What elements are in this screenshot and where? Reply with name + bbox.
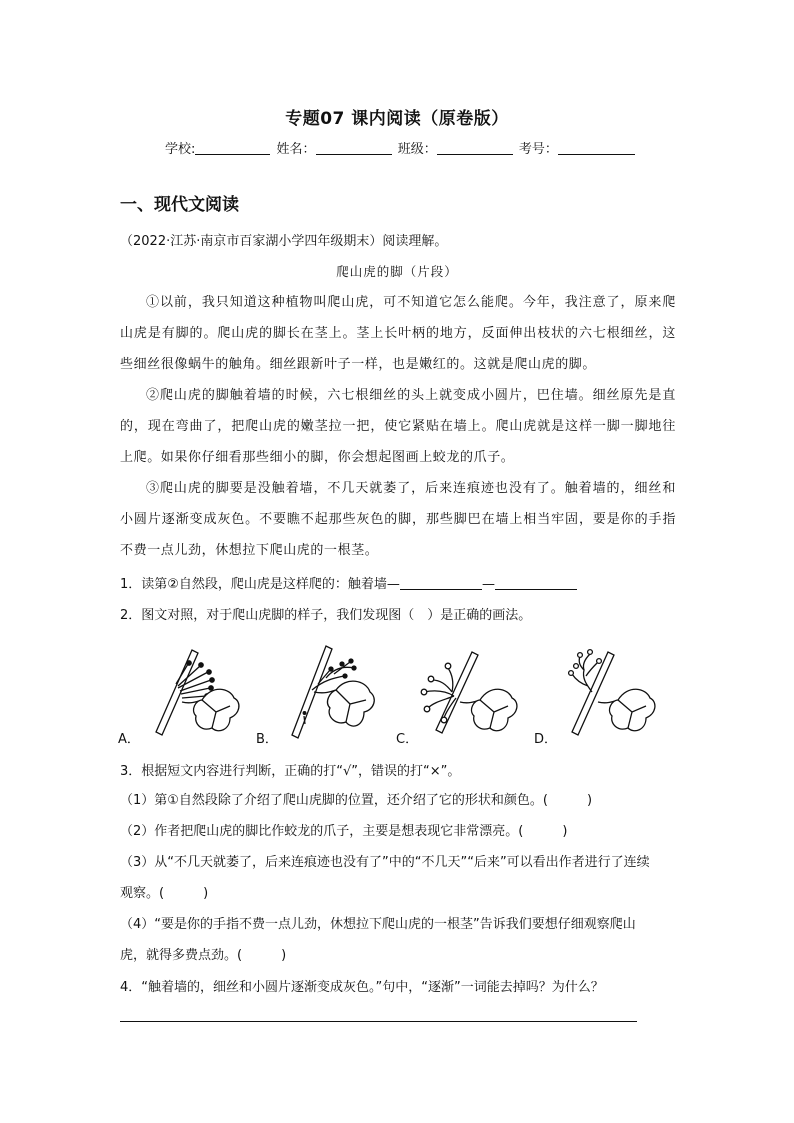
q3-item-2: （2）作者把爬山虎的脚比作蛟龙的爪子，主要是想表现它非常漂亮。( ) [120,824,568,839]
passage-paragraph-3 [120,473,676,566]
q4-answer-line[interactable] [120,1021,637,1022]
question-source: （2022·江苏·南京市百家湖小学四年级期末）阅读理解。 [120,234,448,249]
passage-paragraph-1 [120,287,676,380]
question-3: 3．根据短文内容进行判断，正确的打“√”，错误的打“×”。 [120,764,461,779]
page-title: 专题07 课内阅读（原卷版） [285,109,509,129]
figure-option-d[interactable] [532,640,652,750]
passage-title: 爬山虎的脚（片段） [336,264,458,279]
question-1 [120,573,577,592]
question-2: 2．图文对照，对于爬山虎脚的样子，我们发现图（ ）是正确的画法。 [120,608,532,623]
number-label: 考号： [518,142,558,157]
name-label: 姓名： [276,142,316,157]
figure-option-c[interactable] [394,640,514,750]
q1-separator: — [481,577,495,592]
q1-blank-2[interactable] [495,577,577,590]
paragraph-text: ②爬山虎的脚触着墙的时候，六七根细丝的头上就变成小圆片，巴住墙。细丝原先是直的，现在弯曲了，把爬山虎的嫩茎拉一把，使它紧贴在墙上。爬山虎就是这样一脚一脚地往上爬。如果你仔细看那些细小的脚，你会想起图画上蛟龙的爪子。 [120,388,676,465]
q1-blank-1[interactable] [400,577,482,590]
option-label-b: B． [256,732,278,747]
figure-option-b[interactable] [254,640,374,750]
figure-option-a[interactable] [116,640,236,750]
option-label-a: A． [118,732,140,747]
q3-item-4: （4）“要是你的手指不费一点儿劲，休想拉下爬山虎的一根茎”告诉我们要想仔细观察爬山虎，就得多费点劲。( ) [120,917,636,963]
figure-options [116,640,676,750]
q3-item-1: （1）第①自然段除了介绍了爬山虎脚的位置，还介绍了它的形状和颜色。( ) [120,793,593,808]
school-blank[interactable] [195,142,270,155]
section-heading: 一、现代文阅读 [120,195,239,215]
class-label: 班级： [397,142,437,157]
vine-drawing-c [404,640,524,740]
number-blank[interactable] [558,142,635,155]
q3-item-3: （3）从“不几天就萎了，后来连痕迹也没有了”中的“不几天”“后来”可以看出作者进行了连续观察。( ) [120,855,650,901]
passage-paragraph-2 [120,380,676,473]
school-label: 学校: [165,142,196,157]
question-1-text: 1．读第②自然段，爬山虎是这样爬的：触着墙— [120,577,400,592]
name-blank[interactable] [316,142,392,155]
option-label-c: C． [396,732,419,747]
question-4: 4．“触着墙的，细丝和小圆片逐渐变成灰色。”句中，“逐渐”一词能去掉吗？为什么？ [120,980,604,995]
class-blank[interactable] [437,142,513,155]
option-label-d: D． [534,732,558,747]
paragraph-text: ①以前，我只知道这种植物叫爬山虎，可不知道它怎么能爬。今年，我注意了，原来爬山虎是有脚的。爬山虎的脚长在茎上。茎上长叶柄的地方，反面伸出枝状的六七根细丝，这些细丝很像蜗牛的触角。细丝跟新叶子一样，也是嫩红的。这就是爬山虎的脚。 [120,295,676,372]
vine-drawing-d [542,640,662,740]
paragraph-text: ③爬山虎的脚要是没触着墙，不几天就萎了，后来连痕迹也没有了。触着墙的，细丝和小圆片逐渐变成灰色。不要瞧不起那些灰色的脚，那些脚巴在墙上相当牢固，要是你的手指不费一点儿劲，休想拉下爬山虎的一根茎。 [120,481,676,558]
vine-drawing-a [126,640,246,740]
vine-drawing-b [264,640,384,740]
student-info-row [165,138,635,157]
